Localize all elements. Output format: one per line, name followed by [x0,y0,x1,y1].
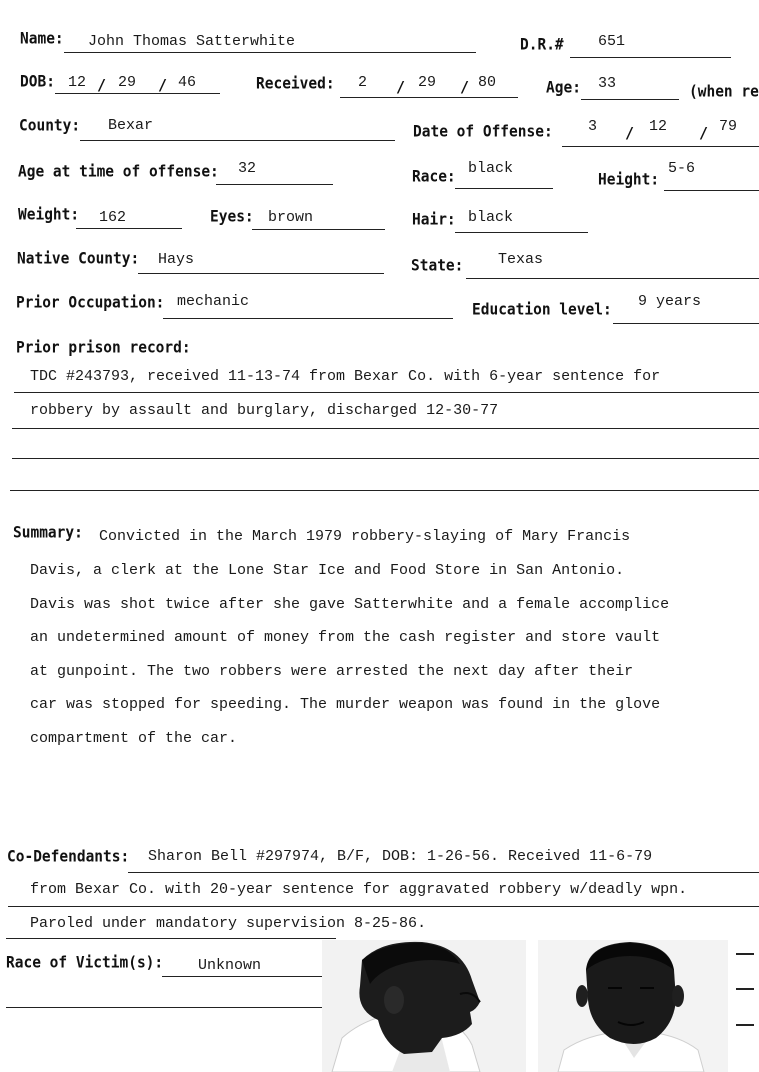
received-slash-1: / [396,78,406,96]
offense-year: 79 [719,118,738,135]
hair-underline [455,232,588,233]
occupation-label: Prior Occupation: [16,294,165,312]
race-of-victims-label: Race of Victim(s): [6,954,164,972]
co-defendants-line-1: Sharon Bell #297974, B/F, DOB: 1-26-56. Received 11-6-79 [148,848,653,865]
age-note: (when re [689,83,759,101]
co-defendants-rule-3 [6,938,336,939]
height-label: Height: [598,171,660,189]
mugshot-front-photo [538,940,728,1072]
received-year: 80 [478,74,497,91]
race-value: black [468,160,514,177]
education-underline [613,323,759,324]
state-underline [466,278,759,279]
dr-underline [570,57,731,58]
prior-record-rule-1 [14,392,759,393]
summary-line-5: at gunpoint. The two robbers were arrested the next day after their [30,663,634,680]
summary-line-3: Davis was shot twice after she gave Satterwhite and a female accomplice [30,596,670,613]
race-of-victims-value: Unknown [198,957,262,974]
prior-record-rule-2 [12,428,759,429]
received-day: 29 [418,74,437,91]
occupation-value: mechanic [177,293,250,310]
margin-dash-2 [736,988,754,990]
dr-label: D.R.# [520,36,564,54]
age-underline [581,99,679,100]
margin-dash-3 [736,1024,754,1026]
native-county-value: Hays [158,251,195,268]
race-label: Race: [412,168,456,186]
offense-slash-2: / [699,124,709,142]
race-of-victims-underline [162,976,322,977]
prior-record-line-1: TDC #243793, received 11-13-74 from Bexar Co. with 6-year sentence for [30,368,661,385]
weight-underline [76,228,182,229]
summary-line-2: Davis, a clerk at the Lone Star Ice and Food Store in San Antonio. [30,562,625,579]
eyes-label: Eyes: [210,208,254,226]
occupation-underline [163,318,453,319]
co-defendants-rule-2 [8,906,759,907]
weight-value: 162 [99,209,127,226]
summary-line-6: car was stopped for speeding. The murder weapon was found in the glove [30,696,661,713]
height-value: 5-6 [668,160,696,177]
offense-date-label: Date of Offense: [413,123,553,141]
offense-day: 12 [649,118,668,135]
age-value: 33 [598,75,617,92]
offense-slash-1: / [625,124,635,142]
dob-slash-1: / [97,76,107,94]
co-defendants-line-3: Paroled under mandatory supervision 8-25-86. [30,915,427,932]
prior-record-line-2: robbery by assault and burglary, discharged 12-30-77 [30,402,499,419]
name-value: John Thomas Satterwhite [88,33,296,50]
hair-label: Hair: [412,211,456,229]
dob-underline [55,93,220,94]
margin-dash-1 [736,953,754,955]
name-underline [64,52,476,53]
received-underline [340,97,518,98]
received-month: 2 [358,74,368,91]
prior-record-label: Prior prison record: [16,339,191,357]
state-value: Texas [498,251,544,268]
age-at-offense-underline [216,184,333,185]
summary-line-4: an undetermined amount of money from the cash register and store vault [30,629,661,646]
mugshot-profile-photo [322,940,526,1072]
offense-month: 3 [588,118,598,135]
dr-value: 651 [598,33,626,50]
county-label: County: [19,117,81,135]
dob-day: 29 [118,74,137,91]
co-defendants-label: Co-Defendants: [7,848,130,866]
name-label: Name: [20,30,64,48]
education-label: Education level: [472,301,612,319]
race-underline [455,188,553,189]
co-defendants-line-2: from Bexar Co. with 20-year sentence for aggravated robbery w/deadly wpn. [30,881,688,898]
received-label: Received: [256,75,335,93]
prior-record-rule-4 [10,490,759,491]
summary-line-1: Convicted in the March 1979 robbery-slaying of Mary Francis [99,528,631,545]
received-slash-2: / [460,78,470,96]
summary-line-7: compartment of the car. [30,730,238,747]
education-value: 9 years [638,293,702,310]
native-county-underline [138,273,384,274]
co-defendants-rule-1 [128,872,759,873]
eyes-value: brown [268,209,314,226]
hair-value: black [468,209,514,226]
county-underline [80,140,395,141]
age-at-offense-label: Age at time of offense: [18,163,219,181]
dob-label: DOB: [20,73,55,91]
height-underline [664,190,759,191]
race-of-victims-rule-2 [6,1007,322,1008]
offense-underline [562,146,759,147]
dob-month: 12 [68,74,87,91]
eyes-underline [252,229,385,230]
county-value: Bexar [108,117,154,134]
age-at-offense-value: 32 [238,160,257,177]
prior-record-rule-3 [12,458,759,459]
dob-year: 46 [178,74,197,91]
age-label: Age: [546,79,581,97]
native-county-label: Native County: [17,250,140,268]
summary-label: Summary: [13,524,83,542]
weight-label: Weight: [18,206,80,224]
dob-slash-2: / [158,76,168,94]
state-label: State: [411,257,464,275]
